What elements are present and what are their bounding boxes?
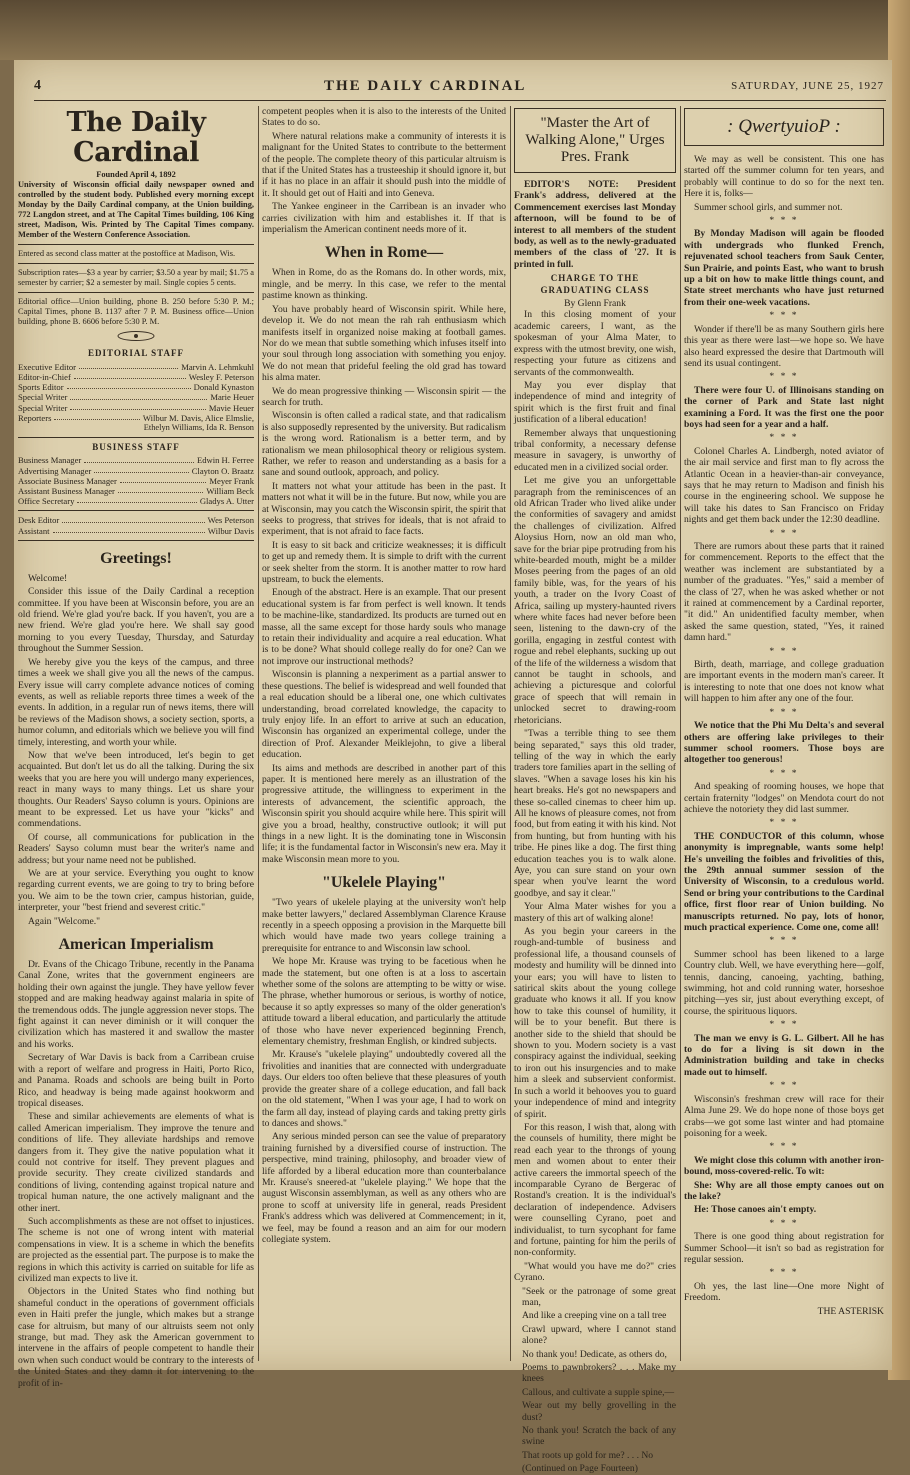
staff-row: Assistant Wilbur Davis xyxy=(18,525,254,536)
column-item: By Monday Madison will again be flooded with undergrads who flunked French, rejuvenated school teachers from Sauk Center, Sun Prairie, and points East, who want to brush up a bit on how to make little things count, and State street merchants who have just returned from their one-week vacations. xyxy=(684,228,884,308)
page-number: 4 xyxy=(34,78,42,93)
founded-line: Founded April 4, 1892 xyxy=(96,170,176,179)
paragraph: Such accomplishments as these are not offset to injustices. The scheme is not one of wrong intent with material compensations in view. It is a scheme in which the benefits are projected as the essential part. The purpose is to make the regions in which this activity is carried on suitable for life as civilized man expects to live it. xyxy=(18,1215,254,1285)
asterisk-separator: * * * xyxy=(769,1080,799,1092)
verse-line: Crawl upward, where I cannot stand alone? xyxy=(522,1323,676,1347)
column-4 xyxy=(684,106,884,1364)
asterisk-separator: * * * xyxy=(769,767,799,779)
paragraph: For this reason, I wish that, along with the counsels of humility, there might be read each year to the throngs of young men and women about to enter their active careers the immortal speech of the incomparable Cyrano de Bergerac of Rostand's creation. It is the individual's declaration of independence. Advisers were counselling Cyrano, poet and individualist, to turn sycophant for fame and fortune, painting for him the perils of non-conformity. xyxy=(514,1121,676,1259)
column-item: We may as well be consistent. This one has started off the summer column for ten years, and probably will continue to do so for the next ten. Here it is, folks— xyxy=(684,154,884,200)
editors-note: EDITOR'S NOTE: President Frank's address, delivered at the Commencement exercises last Monday afternoon, will be found to be of interest to all members of the student body, as well as to the newly-graduated members of the class of '27. It is printed in full. xyxy=(514,179,676,270)
paragraph: Welcome! xyxy=(28,572,68,584)
entered-line: Entered as second class matter at the postoffice at Madison, Wis. xyxy=(18,249,236,258)
paragraph: In this closing moment of your academic careers, I want, as the spokesman of your Alma Mater, to express with the utmost brevity, one wish, respecting your future as citizens and servants of the commonwealth. xyxy=(514,309,676,378)
staff-row: Associate Business Manager Meyer Frank xyxy=(18,475,254,486)
column-item: Oh yes, the last line—One more Night of Freedom. xyxy=(684,1280,884,1304)
paragraph: Wisconsin is planning a nexperiment as a partial answer to these questions. The belief is widespread and well founded that a real education should be a liberal one, one which cultivates understanding, broad correlated knowledge, the capacity to truly enjoy life. In an effort to arrive at such an education, Wisconsin has organized an experimental college, under the direction of Prof. Alexander Meiklejohn, to give a liberal education. xyxy=(262,669,506,761)
page-folio xyxy=(14,78,892,100)
asterisk-separator: * * * xyxy=(769,645,799,657)
column-item: There were four U. of Illinoisans standing on the corner of Park and State last night examining a Ford. It was the first one the poor boys had seen for a year and a half. xyxy=(684,384,884,430)
paragraph: Of course, all communications for publication in the Readers' Sayso column must bear the writer's name and address; but your name need not be published. xyxy=(18,831,254,866)
divider xyxy=(18,540,254,541)
column-item: Summer school girls, and summer not. xyxy=(694,201,843,213)
asterisk-separator: * * * xyxy=(769,1217,799,1229)
editorial-staff-list xyxy=(18,362,254,433)
paragraph: As you begin your careers in the rough-and-tumble of business and professional life, a thousand counsels of modesty and humility will be dinned into your ears; you will have to listen to satirical skits about the young college graduate who knows it all. If you know how to take this counsel of humility, it will be to your benefit. But there is another side to the shield that should be shown to you. Modern society is a vast conspiracy against the individual, seeking to iron out his insurgencies and to make him a sleek and subservient conformist. In such a world it behooves you to guard your independence of mind and integrity of spirit. xyxy=(514,926,676,1120)
asterisk-separator: * * * xyxy=(769,706,799,718)
staff-row: Sports Editor Donald Kynaston xyxy=(18,382,254,393)
asterisk-separator: * * * xyxy=(769,935,799,947)
paragraph: Any serious minded person can see the value of preparatory training furnished by a diversified course of instruction. The perspective, mind training, philosophy, and broader view of life afforded by a liberal education more than counterbalance Mr. Krause's sneered-at "ukelele playing." We hope that the august Wisconsin assemblyman, as well as any others who are prone to scoff at university life in general, reads President Frank's address which was delivered at Commencement; in it, we feel, may be found a reason and an aim for our modern collegiate system. xyxy=(262,1131,506,1245)
paragraph: Mr. Krause's "ukelele playing" undoubtedly covered all the frivolities and inanities that are connected with undergraduate days. Our elders too often believe that these pleasures of youth provide the greater share of a college education, and fall back on the old statement, "When I was your age, I had to work on the farm all day, instead of playing cards and taking pretty girls to dances and shows." xyxy=(262,1049,506,1129)
verse-line: Poems to pawnbrokers? . . . Make my knees xyxy=(522,1362,676,1385)
staff-row: Special Writer Mavie Heuer xyxy=(18,402,254,413)
paragraph: Where natural relations make a community of interests it is malignant for the United States to contribute to the betterment of the people. The complete theory of this particular altruism is that if the United States has a trusteeship it should ignore it, but if it has no place in an affair it should push into the middle of it. It should get out of Haiti and into Geneva. xyxy=(262,130,506,199)
verse-line: No thank you! Scratch the back of any swine xyxy=(522,1425,676,1448)
paragraph: Now that we've been introduced, let's begin to get acquainted. But don't let us do all the talking. During the six weeks that you are here you will undergo many experiences, react in many ways to many things. Let us share your thoughts. Our Readers' Sayso column is yours. Opinions are meant to be expressed. Let us have your "kicks" and commendations. xyxy=(18,749,254,830)
greetings-headline: Greetings! xyxy=(100,549,172,567)
column-divider xyxy=(258,106,259,1361)
paragraph: "Two years of ukelele playing at the university won't help make better lawyers," declared Assemblyman Clarence Krause recently in a speech opposing a provision in the Marquette bill which would have made two years college training a prerequisite for entrance to and Wisconsin law school. xyxy=(262,897,506,954)
paragraph: Again "Welcome." xyxy=(28,915,101,927)
column-item: There are rumors about these parts that it rained for commencement. Reports to the effect that the weather was inclement are substantiated by a number of the graduates. "Yes," said a member of the class of '27, when he was asked whether or not it rained at commencement by a Cardinal reporter, "it did." An unidentified faculty member, when asked the same question, stated, "Yes, it rained damn hard." xyxy=(684,541,884,644)
divider xyxy=(18,510,254,511)
paragraph: These and similar achievements are elements of what is called American imperialism. They improve the tenure and conditions of life. They alleviate hardships and remove dangers from it. They give the native population what it could not contrive for itself. They prevent plagues and provide security. They create civilized standards and conditions of living, contending against tropical nature and tropical human nature, the one actively malignant and the other inert. xyxy=(18,1111,254,1214)
charge-heading: CHARGE TO THE GRADUATING CLASS xyxy=(540,273,650,295)
folio-rule xyxy=(34,100,886,101)
asterisk-separator: * * * xyxy=(769,1019,799,1031)
masthead-info: University of Wisconsin official daily newspaper owned and controlled by the student body. Published every morning except Monday by the Daily Cardinal company, at the Union building, 772 Langdon street, and at The Capital Times building, 106 King street, Madison, Wis. Printed by The Capital Times company. Member of the Western Conference Association. xyxy=(18,180,254,239)
asterisk-separator: * * * xyxy=(769,817,799,829)
column-signature: THE ASTERISK xyxy=(817,1305,884,1317)
rome-headline: When in Rome— xyxy=(324,244,444,262)
paragraph: You have probably heard of Wisconsin spirit. While here, develop it. We do not mean the rah rah enthusiasm which manifests itself in organized noise making at football games. Nor do we mean that subtle something which infuses itself into your soul through long association with something you enjoy. We do not mean that prideful feeling the old grad has toward his alma mater. xyxy=(262,303,506,384)
verse-line: And like a creeping vine on a tall tree xyxy=(522,1310,667,1322)
column-item: We might close this column with another iron-bound, moss-covered-relic. To wit: xyxy=(684,1154,884,1178)
editorial-staff-heading: EDITORIAL STAFF xyxy=(88,348,184,359)
asterisk-separator: * * * xyxy=(769,432,799,444)
column-item: We notice that the Phi Mu Delta's and several others are offering lake privileges to their summer school roomers. Those boys are altogether too generous! xyxy=(684,720,884,766)
subscription-rates: Subscription rates—$3 a year by carrier; $3.50 a year by mail; $1.75 a semester by carrier; $2 a semester by mail. Single copies 5 cents. xyxy=(18,268,254,287)
staff-row: Business Manager Edwin H. Ferree xyxy=(18,455,254,466)
staff-row: Office Secretary Gladys A. Utter xyxy=(18,496,254,507)
asterisk-separator: * * * xyxy=(769,310,799,322)
business-staff-heading: BUSINESS STAFF xyxy=(92,442,180,453)
paragraph: May you ever display that independence of mind and integrity of spirit which is the first fruit and final justification of a liberal education! xyxy=(514,379,676,426)
column-item: Birth, death, marriage, and college graduation are important events in the modern man's career. It is interesting to note that one does not know what will happen to him after any one of the four. xyxy=(684,659,884,705)
paragraph: Dr. Evans of the Chicago Tribune, recently in the Panama Canal Zone, writes that the government engineers are holding their own against the jungle. They have yellow fever stopped and are making headway against malaria in spite of the tremendous odds. The jungle aggression never stops. The fight against it can never diminish or it will conquer the civilization which has mastered it and swallow the master and his works. xyxy=(18,959,254,1050)
column-item: The man we envy is G. L. Gilbert. All he has to do for a living is sit down in the Administration building and take in checks made out to himself. xyxy=(684,1032,884,1078)
divider xyxy=(18,292,254,293)
verse-line: That roots up gold for me? . . . No xyxy=(522,1449,654,1461)
divider xyxy=(18,437,254,438)
paragraph: Its aims and methods are described in another part of this paper. It is mentioned here merely as an illustration of the progressive attitude, the willingness to experiment in the interests of advancement, the scientific approach, the Wisconsin spirit you should acquire while here. This spirit will give you a broad, healthy, constructive outlook; it will put things in a new light. It is the dominating tone in Wisconsin life; it is the fundamental factor in Wisconsin's new era. May it make Wisconsin mean more to you. xyxy=(262,762,506,865)
ukelele-headline: "Ukelele Playing" xyxy=(322,874,446,892)
verse-line: Callous, and cultivate a supple spine,— xyxy=(522,1386,675,1398)
paragraph: Wisconsin is often called a radical state, and that radicalism is also supposedly represented by the university. But radicalism is the wrong word. Rationalism is a better term, and by rationalism we mean philosophical theory or religious system. Rather, we refer to reason and understanding as a basis for a sane and sound outlook, approach, and policy. xyxy=(262,410,506,479)
staff-row: Assistant Business Manager William Beck xyxy=(18,486,254,497)
verse-line: Wear out my belly grovelling in the dust? xyxy=(522,1400,676,1423)
reporters-cont: Ethelyn Williams, Ida R. Benson xyxy=(143,423,254,433)
staff-row: Desk Editor Wes Peterson xyxy=(18,515,254,526)
asterisk-separator: * * * xyxy=(769,1141,799,1153)
column-item: Summer school has been likened to a large Country club. Well, we have everything here—golf, tennis, dancing, canoeing, yachting, bathing, swimming, hot and cold running water, horseshoe pitching—yes sir, just about everything except, of course, the spirituous liquors. xyxy=(684,948,884,1017)
paper-name: THE DAILY CARDINAL xyxy=(324,78,527,94)
column-item: Wisconsin's freshman crew will race for their Alma June 29. We do hope none of those boys get crabs—we got some last winter and had ptomaine poisoning for a week. xyxy=(684,1093,884,1139)
paragraph: "What would you have me do?" cries Cyrano. xyxy=(514,1260,676,1284)
asterisk-separator: * * * xyxy=(769,371,799,383)
paragraph: When in Rome, do as the Romans do. In other words, mix, mingle, and be merry. In this case, we refer to the mental pastime known as thinking. xyxy=(262,267,506,302)
column-item: Wonder if there'll be as many Southern girls here this year as there were last—we hope so. We have also heard expressed the desire that Dartmouth will send its usual contingent. xyxy=(684,323,884,369)
column-3 xyxy=(514,106,676,1475)
divider xyxy=(18,244,254,245)
column-divider xyxy=(510,106,511,1361)
verse-line: No thank you! Dedicate, as others do, xyxy=(522,1348,667,1360)
paragraph: Consider this issue of the Daily Cardinal a reception committee. If you have been at Wisconsin before, you are an old friend. We're glad you're back. If you haven't, you are a new friend. We're glad you're here. We shall say good morning to you every Tuesday, Thursday, and Saturday throughout the Summer Session. xyxy=(18,586,254,655)
staff-row: Special Writer Marie Heuer xyxy=(18,392,254,403)
frank-headline-box: "Master the Art of Walking Alone," Urges Pres. Frank xyxy=(514,108,676,173)
office-info: Editorial office—Union building, phone B. 250 before 5:30 P. M.; Capital Times, phone B. 1137 after 7 P. M. Business office—Union building, phone B. 6606 before 5:30 P. M. xyxy=(18,297,254,326)
newspaper-page xyxy=(14,60,892,1475)
paragraph: Let me give you an unforgettable paragraph from the reminiscences of an old African Trader who lived alike under the conformities of savagery and amidst the challenges of civilization. Alfred Aloysius Horn, now an old man who, save for the briar pipe protruding from his white-bearded mouth, might be a milder Moses peering from the pages of an old family bible, was, for the years of his youth, a trader on the Ivory Coast of Africa, sailing up mystery-haunted rivers where white faces had never before been seen, listening to the dawn-cry of the gorilla, engaging in zestful contest with rogue and rebel elephants, sucking up out of the life of the wilderness a wisdom that cannot be taught in schools, and achieving a picturesque and colorful grace of speech that will remain in unlocked secret to drawing-room rhetoricians. xyxy=(514,475,676,726)
staff-row: Advertising Manager Clayton O. Braatz xyxy=(18,465,254,476)
column-item: She: Why are all those empty canoes out on the lake? xyxy=(684,1179,884,1202)
paragraph: The Yankee engineer in the Carribean is an invader who carries civilization with him and establishes it. If that is imperialism the American continent needs more of it. xyxy=(262,201,506,236)
divider xyxy=(18,263,254,264)
column-item: And speaking of rooming houses, we hope that certain fraternity "lodges" on Mendota court do not achieve the notoriety they did last summer. xyxy=(684,781,884,815)
paragraph: Remember always that unquestioning tribal conformity, a necessary defense measure in savagery, is unworthy of educated men in a civilized social order. xyxy=(514,427,676,473)
paragraph: We hereby give you the keys of the campus, and three times a week we shall give you all the news of the campus. Every issue will carry complete advance notices of coming events, as well as reliable reports three times a week of the events. In addition, in a regular run of news items, there will be reviews of the Madison shows, a society section, sports, a humor column, and editorials which we believe you will find timely, interesting, and worth your while. xyxy=(18,656,254,748)
paragraph: competent peoples when it is also to the interests of the United States to do so. xyxy=(262,106,506,129)
paragraph: We do mean progressive thinking — Wisconsin spirit — the search for truth. xyxy=(262,385,506,408)
paragraph: Your Alma Mater wishes for you a mastery of this art of walking alone! xyxy=(514,901,676,924)
column-item: There is one good thing about registration for Summer School—it isn't so bad as registration for regular session. xyxy=(684,1231,884,1265)
byline: By Glenn Frank xyxy=(564,298,626,310)
column-1 xyxy=(18,106,254,1389)
column-divider xyxy=(680,106,681,1361)
issue-date: SATURDAY, JUNE 25, 1927 xyxy=(731,80,884,92)
paragraph: Secretary of War Davis is back from a Carribean cruise with a report of welfare and progress in Haiti, Porto Rico, and Panama. Roads and schools are being built in Porto Rico, and headway is being made against hookworm and tropical diseases. xyxy=(18,1052,254,1109)
staff-row: Executive Editor Marvin A. Lehmkuhl xyxy=(18,361,254,372)
column-item: THE CONDUCTOR of this column, whose anonymity is impregnable, wants some help! He's unveiling the foibles and frivolities of this, the 29th annual summer session of the University of Wisconsin, to a credulous world. Send or bring your contributions to the Cardinal office, first floor rear of Union building. No manuscripts returned. No pay, lots of honor, much practical experience. Come one, come all! xyxy=(684,830,884,933)
asterisk-separator: * * * xyxy=(769,1267,799,1279)
column-2 xyxy=(262,106,506,1364)
paragraph: Enough of the abstract. Here is an example. That our present educational system is far from perfect is well known. It tends to be machine-like, standardized. Its products are turned out en masse, all the same except for those hardy souls who manage to retain their individuality and acquire a real education. What is to be done? What should college really do for one? Can we not improve our instructional methods? xyxy=(262,587,506,667)
imperialism-headline: American Imperialism xyxy=(58,936,214,954)
asterisk-separator: * * * xyxy=(769,527,799,539)
column-item: He: Those canoes ain't empty. xyxy=(694,1204,817,1216)
staff-row: Reporters Wilbur M. Davis, Alice Elmslie, xyxy=(18,412,254,423)
verse-line: "Seek or the patronage of some great man, xyxy=(522,1285,676,1308)
asterisk-separator: * * * xyxy=(769,215,799,227)
paragraph: We are at your service. Everything you ought to know regarding current events, we are going to try to bring before you. We aim to be the town crier, campus historian, guide, interpreter, your "best friend and severest critic." xyxy=(18,868,254,914)
paragraph: Objectors in the United States who find nothing but shameful conduct in the operations of government officials even in Haiti prefer the jungle, which makes but a strange case for altruism, but many of our altruists seem not only strange, but mad. They ask the American government to intervene in the affairs of people competent to handle their own when such conduct would be contrary to the interests of the United States and they damn it for intervening to the profit of in- xyxy=(18,1286,254,1389)
qwertyuiop-title: : QwertyuioP : xyxy=(684,108,884,146)
masthead-title: The Daily Cardinal xyxy=(66,107,206,168)
paragraph: It matters not what your attitude has been in the past. It matters not what it will be in the future. But now, while you are at Wisconsin, may you catch the Wisconsin spirit, the spirit that seeks to progress, that strives for ideals, that is not afraid to experiment, that is not afraid to face facts. xyxy=(262,480,507,538)
ornament-icon xyxy=(18,330,254,345)
business-staff-list xyxy=(18,455,254,506)
column-item: Colonel Charles A. Lindbergh, noted aviator of the air mail service and first man to fly across the Atlantic Ocean in a heavier-than-air conveyance, says that he may return to Madison and finish his course in the engineering school. We suppose he will take his dates to San Francisco on Friday nights and get them back under the 12:30 deadline. xyxy=(684,445,884,526)
paragraph: It is easy to sit back and criticize weaknesses; it is difficult to get up and remedy them. It is simple to drift with the current or seek shelter from the storm. It is another matter to row hard upstream, to buck the elements. xyxy=(262,539,506,586)
staff-row: Editor-in-Chief Wesley F. Peterson xyxy=(18,372,254,383)
paragraph: We hope Mr. Krause was trying to be facetious when he made the statement, but one often is at a loss to ascertain whether some of the solons are attempting to be witty or wise. The phrase, whether humorous or serious, is worthy of notice, because it so aptly expresses so many of the older generation's attitude toward a liberal education, and particularly the attitude of those who have never experienced beginning French, elementary chemistry, freshman English, or kindred subjects. xyxy=(262,956,506,1048)
scan-top-border xyxy=(0,0,910,60)
paragraph: "Twas a terrible thing to see them being separated," says this old trader, telling of the way in which the early traders tore families apart in the selling of slaves. "When a savage loses his kin his heart breaks. He's got no newspapers and these so-called cinemas to cheer him up. All he knows of pleasure comes, not from food, but from eating it with his kind. Not from hunting, but from hunting with his tribe. He pines like a dog. The first thing education teaches you is to walk alone. Aye, you can sure stand on your own spear when you've learnt the word goodbye, and say it clear." xyxy=(514,728,676,899)
verse-line: (Continued on Page Fourteen) xyxy=(522,1463,638,1475)
